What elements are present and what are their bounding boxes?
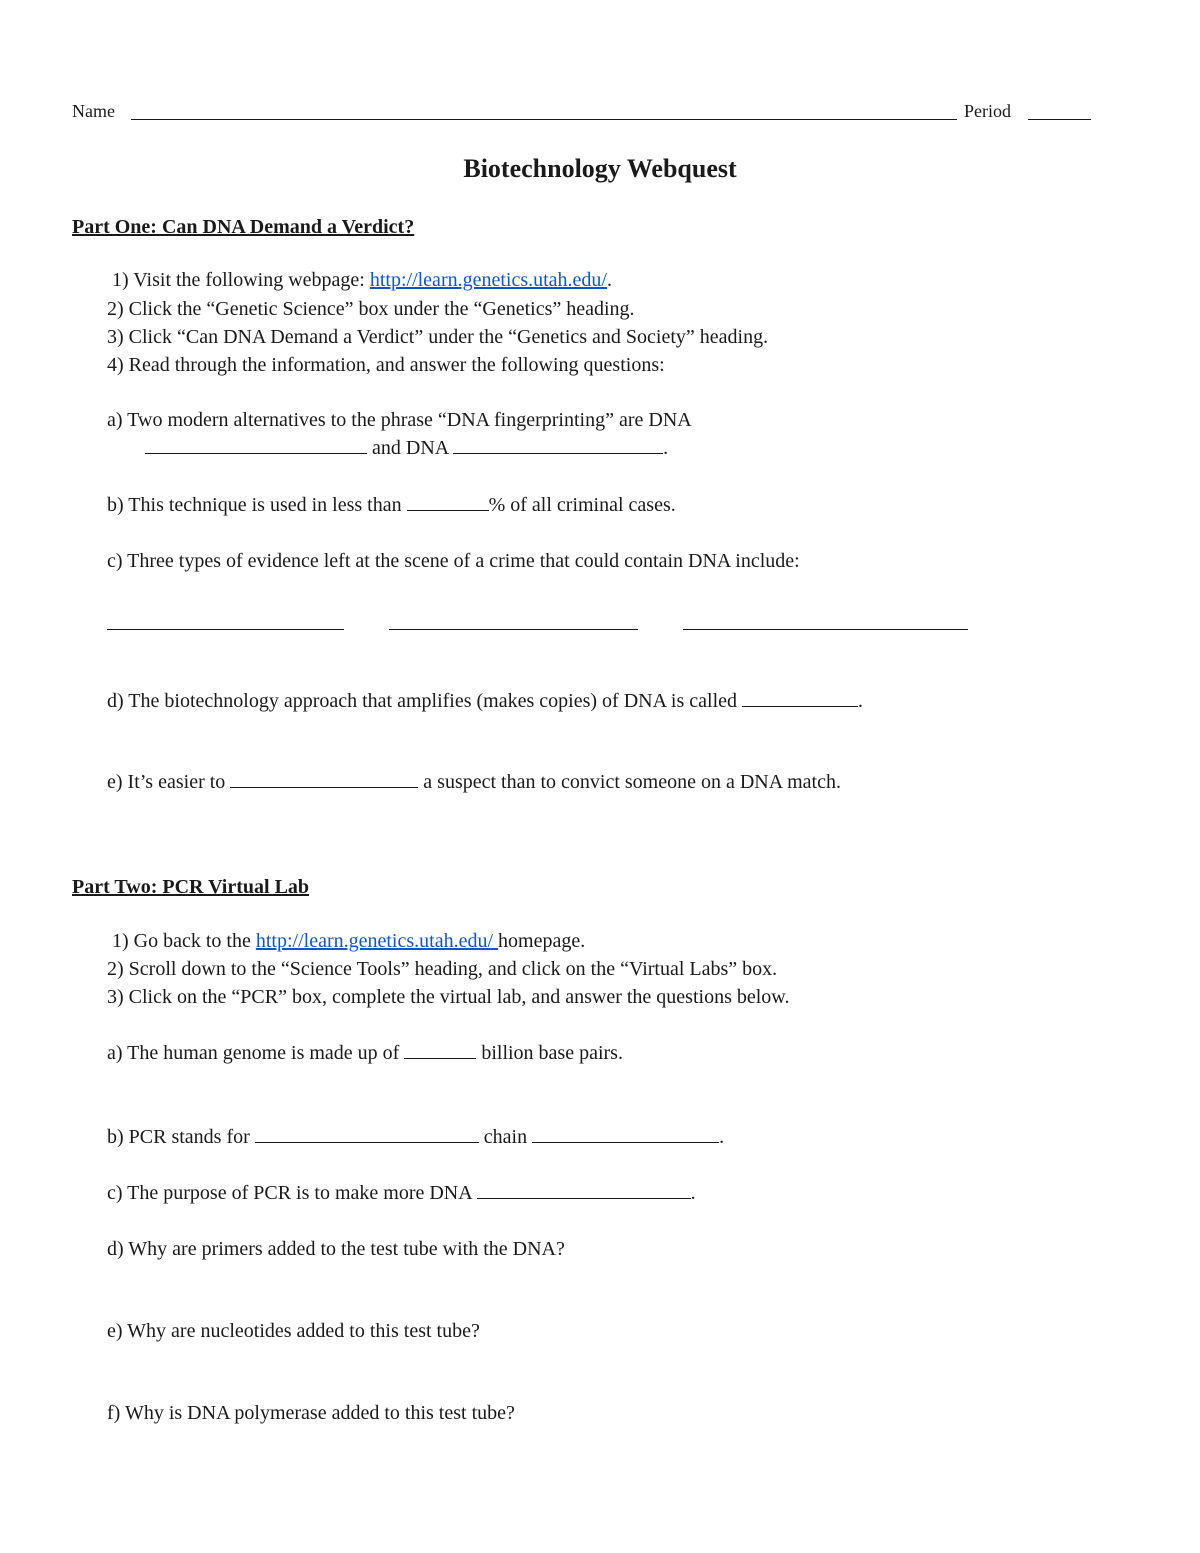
part-two-heading: Part Two: PCR Virtual Lab: [72, 876, 310, 898]
question-text-end: a suspect than to convict someone on a DNA match.: [418, 771, 841, 793]
evidence-answer-line-3[interactable]: [683, 629, 968, 630]
period-label: Period: [964, 101, 1011, 121]
answer-blank[interactable]: [404, 1041, 476, 1059]
answer-blank[interactable]: [532, 1125, 719, 1143]
part-one-question-e: [107, 770, 841, 794]
answer-blank[interactable]: [742, 689, 858, 707]
evidence-answer-line-2[interactable]: [389, 629, 638, 630]
question-text: e) It’s easier to: [107, 771, 231, 793]
genetics-website-link[interactable]: http://learn.genetics.utah.edu/: [369, 269, 607, 291]
name-field-line[interactable]: [131, 119, 957, 120]
question-text: a) The human genome is made up of: [107, 1042, 405, 1064]
part-two-step-3: 3) Click on the “PCR” box, complete the virtual lab, and answer the questions below.: [107, 986, 790, 1008]
period-field-line[interactable]: [1028, 119, 1091, 120]
question-text: b) This technique is used in less than: [107, 494, 407, 516]
question-text: c) The purpose of PCR is to make more DNA: [107, 1182, 477, 1204]
question-text: b) PCR stands for: [107, 1126, 255, 1148]
part-two-question-f: f) Why is DNA polymerase added to this test tube?: [107, 1402, 515, 1424]
part-one-step-2: 2) Click the “Genetic Science” box under the “Genetics” heading.: [107, 298, 635, 320]
part-one-heading: Part One: Can DNA Demand a Verdict?: [72, 216, 415, 238]
question-text-mid: chain: [478, 1126, 533, 1148]
part-two-question-e: e) Why are nucleotides added to this test tube?: [107, 1320, 480, 1342]
part-two-question-a: [107, 1041, 623, 1065]
part-two-question-b: [107, 1125, 724, 1149]
part-two-question-c: [107, 1181, 696, 1205]
question-text-end: .: [663, 437, 669, 459]
step-text: 1) Go back to the: [112, 930, 256, 952]
part-one-step-3: 3) Click “Can DNA Demand a Verdict” under the “Genetics and Society” heading.: [107, 326, 769, 348]
question-text-end: .: [719, 1126, 725, 1148]
step-text: 1) Visit the following webpage:: [112, 269, 370, 291]
question-text-end: % of all criminal cases.: [488, 494, 676, 516]
answer-blank[interactable]: [477, 1181, 691, 1199]
question-text-end: .: [690, 1182, 696, 1204]
step-text-end: homepage.: [498, 930, 586, 952]
question-text-end: .: [858, 690, 863, 712]
question-text: d) The biotechnology approach that amplifies (makes copies) of DNA is called: [107, 690, 742, 712]
answer-blank[interactable]: [255, 1125, 479, 1143]
part-one-question-a-line1: a) Two modern alternatives to the phrase “DNA fingerprinting” are DNA: [107, 409, 692, 431]
page-title: Biotechnology Webquest: [463, 154, 737, 183]
part-one-question-b: [107, 493, 676, 517]
answer-blank[interactable]: [230, 770, 418, 788]
part-one-question-c: c) Three types of evidence left at the scene of a crime that could contain DNA include:: [107, 550, 800, 572]
answer-blank[interactable]: [145, 436, 367, 454]
part-one-question-a-line2: [145, 436, 668, 460]
answer-blank[interactable]: [453, 436, 663, 454]
part-one-question-d: [107, 689, 863, 713]
name-label: Name: [72, 101, 115, 121]
part-one-step-1: [112, 268, 612, 292]
question-text-end: billion base pairs.: [476, 1042, 623, 1064]
step-text-end: .: [607, 269, 612, 291]
part-two-step-1: [112, 929, 585, 953]
part-one-step-4: 4) Read through the information, and answer the following questions:: [107, 354, 665, 376]
question-text: and DNA: [367, 437, 454, 459]
part-two-question-d: d) Why are primers added to the test tube with the DNA?: [107, 1238, 565, 1260]
genetics-homepage-link[interactable]: http://learn.genetics.utah.edu/: [255, 930, 499, 952]
part-two-step-2: 2) Scroll down to the “Science Tools” heading, and click on the “Virtual Labs” box.: [107, 958, 778, 980]
evidence-answer-line-1[interactable]: [107, 629, 344, 630]
answer-blank[interactable]: [407, 493, 489, 511]
